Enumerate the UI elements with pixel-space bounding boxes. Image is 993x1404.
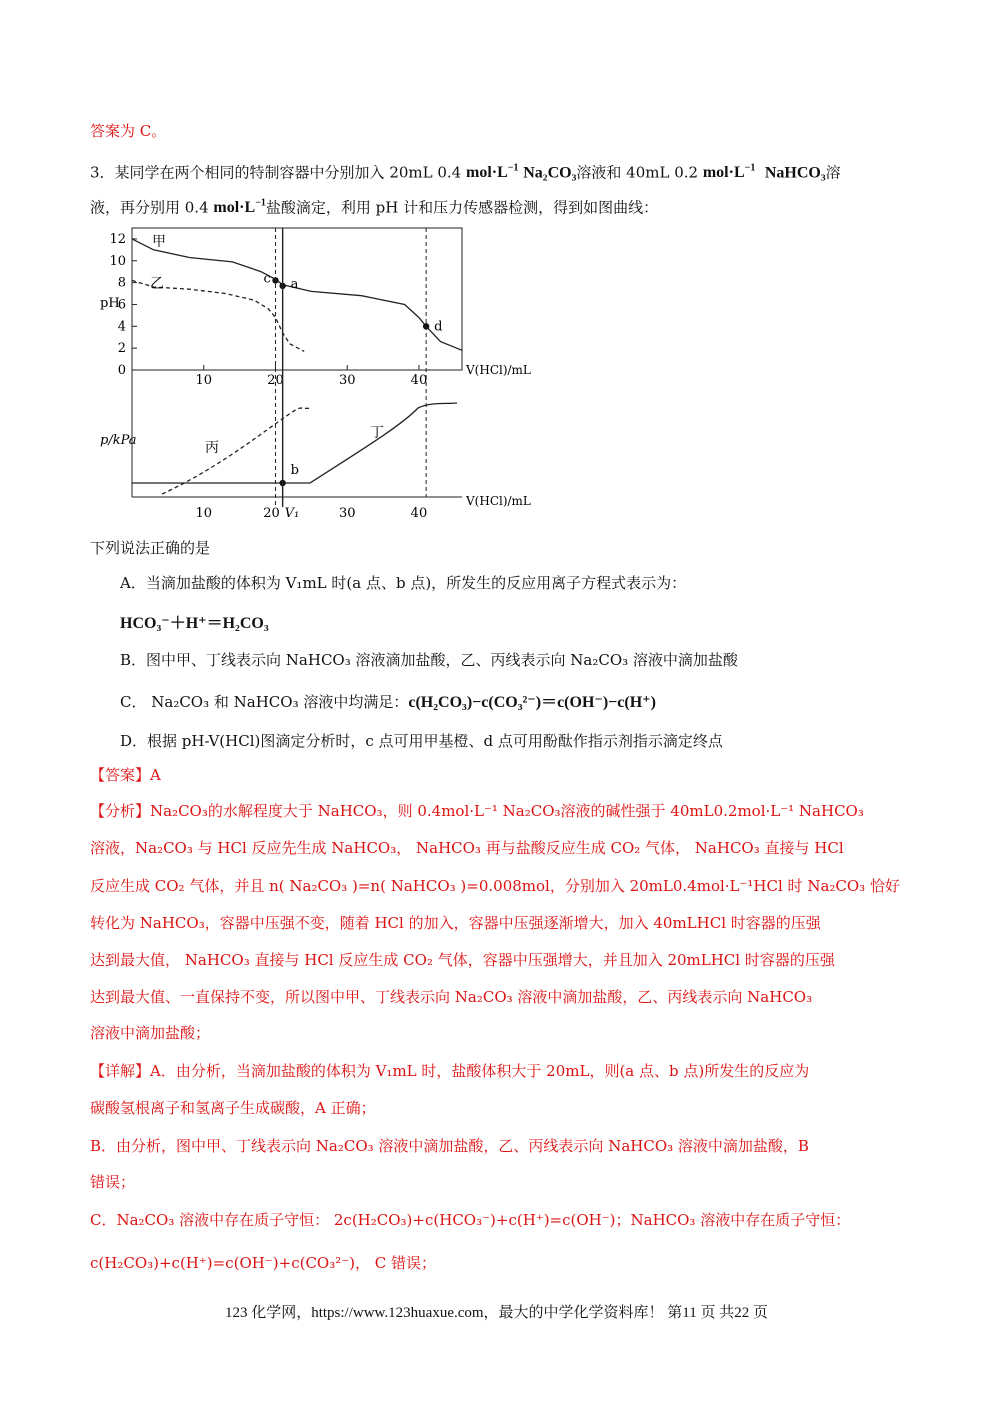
point-d-label: d [434,319,443,335]
question-3-line-2 [90,194,913,218]
series-yi-label: 乙 [150,276,164,292]
analysis-line: 转化为 NaHCO₃，容器中压强不变，随着 HCl 的加入，容器中压强逐渐增大，加入 40mLHCl 时容器的压强 [90,914,821,932]
series-jia-label: 甲 [152,234,166,250]
ph-x-axis-label: V(HCl)/mL [466,363,531,377]
detail-line: c(H₂CO₃)+c(H⁺)=c(OH⁻)+c(CO₃²⁻)， C 错误； [90,1254,437,1272]
v1-tick-label: V₁ [284,506,300,521]
option-b: B．图中甲、丁线表示向 NaHCO₃ 溶液滴加盐酸，乙、丙线表示向 Na₂CO₃ 溶液中滴加盐酸 [120,651,738,669]
point-c-label: c [263,271,271,287]
unit-mol-l-3: $mol\cdot L^{-1}$ [213,198,266,217]
analysis-line: 达到最大值、一直保持不变，所以图中甲、丁线表示向 Na₂CO₃ 溶液中滴加盐酸，乙、丙线表示向 NaHCO₃ [90,988,813,1006]
ph-y-tick-label: 6 [117,297,126,313]
answer: 【答案】A [90,766,161,784]
option-a: A．当滴加盐酸的体积为 V₁mL 时(a 点、b 点)，所发生的反应用离子方程式表示为： [120,574,687,592]
pressure-axis-label: p/kPa [100,433,137,448]
option-d: D．根据 pH-V(HCl)图滴定分析时，c 点可用甲基橙、d 点可用酚酞作指示剂指示滴定终点 [120,732,723,750]
pressure-x-tick-label: 10 [195,506,213,521]
page-footer: 123 化学网，https://www.123huaxue.com，最大的中学化学资料库！ 第11 页 共22 页 [224,1305,769,1321]
pressure-x-axis-label: V(HCl)/mL [466,494,531,508]
option-c [120,692,913,713]
ph-panel-frame [132,228,462,370]
detail-line: 【详解】A．由分析，当滴加盐酸的体积为 V₁mL 时，盐酸体积大于 20mL，则(a 点、b 点)所发生的反应为 [90,1062,810,1080]
series-bing-line [162,408,312,494]
ph-x-tick-label: 20 [267,373,284,388]
pressure-panel [100,370,531,521]
q3-text-2: 溶液和 40mL 0.2 [576,163,703,182]
detail-line: C．Na₂CO₃ 溶液中存在质子守恒： 2c(H₂CO₃)+c(HCO₃⁻)+c(H⁺)=c(OH⁻)；NaHCO₃ 溶液中存在质子守恒： [90,1211,851,1229]
point-b-label: b [290,463,299,478]
previous-answer: 答案为 C。 [90,122,167,140]
ph-y-tick-label: 4 [117,319,126,335]
analysis-line: 【分析】Na₂CO₃的水解程度大于 NaHCO₃，则 0.4mol·L⁻¹ Na₂CO₃溶液的碱性强于 40mL0.2mol·L⁻¹ NaHCO₃ [90,802,864,820]
pressure-x-tick-label: 20 [263,506,280,521]
q3-text-1: 3．某同学在两个相同的特制容器中分别加入 20mL 0.4 [90,163,466,182]
analysis-line: 达到最大值， NaHCO₃ 直接与 HCl 反应生成 CO₂ 气体，容器中压强增大，并且加入 20mLHCl 时容器的压强 [90,951,835,969]
question-prompt: 下列说法正确的是 [90,539,211,557]
titration-graph [100,222,550,522]
series-jia-line [132,239,462,350]
ph-y-tick-label: 12 [109,231,126,247]
ph-y-tick-label: 10 [109,253,126,269]
q3-text-4: 液，再分别用 0.4 [90,198,214,217]
ph-x-tick-label: 10 [195,373,213,388]
ph-axis-label: pH [100,296,120,311]
option-c-formula: c(H₂CO₃)−c(CO₃²⁻)＝c(OH⁻)−c(H⁺) [408,694,656,711]
question-3-line-1 [90,159,913,183]
detail-line: B．由分析，图中甲、丁线表示向 Na₂CO₃ 溶液中滴加盐酸，乙、丙线表示向 NaHCO₃ 溶液中滴加盐酸，B [90,1137,809,1155]
detail-line: 错误； [90,1173,136,1191]
ph-y-tick-label: 8 [117,275,126,291]
ph-y-tick-label: 2 [117,341,126,357]
ph-x-tick-label: 30 [338,373,356,388]
option-c-text: C． Na₂CO₃ 和 NaHCO₃ 溶液中均满足： [120,693,409,711]
q3-text-5: 盐酸滴定，利用 pH 计和压力传感器检测，得到如图曲线： [265,198,659,217]
analysis-line: 溶液，Na₂CO₃ 与 HCl 反应先生成 NaHCO₃， NaHCO₃ 再与盐酸反应生成 CO₂ 气体， NaHCO₃ 直接与 HCl [90,839,844,857]
ph-x-tick-label: 40 [410,373,428,388]
formula-na2co3: Na₂CO₃ [523,164,577,182]
q3-text-3: 溶 [825,163,841,182]
detail-line: 碳酸氢根离子和氢离子生成碳酸，A 正确； [90,1099,376,1117]
formula-nahco3: NaHCO₃ [764,164,826,182]
ph-panel [100,228,531,388]
pressure-x-tick-label: 40 [410,506,428,521]
unit-mol-l: $mol\cdot L^{-1}$ [465,163,519,182]
option-a-formula: HCO₃⁻＋H⁺＝H₂CO₃ [120,615,269,632]
analysis-line: 反应生成 CO₂ 气体，并且 n( Na₂CO₃ )=n( NaHCO₃ )=0.008mol，分别加入 20mL0.4mol·L⁻¹HCl 时 Na₂CO₃ 恰好 [90,877,900,895]
series-ding-label: 丁 [370,425,384,441]
pressure-x-tick-label: 30 [338,506,356,521]
analysis-line: 溶液中滴加盐酸； [90,1024,211,1042]
point-a-label: a [290,276,299,292]
series-bing-label: 丙 [205,440,219,456]
ph-y-tick-label: 0 [117,363,126,378]
unit-mol-l-2: $mol\cdot L^{-1}$ [702,163,756,182]
